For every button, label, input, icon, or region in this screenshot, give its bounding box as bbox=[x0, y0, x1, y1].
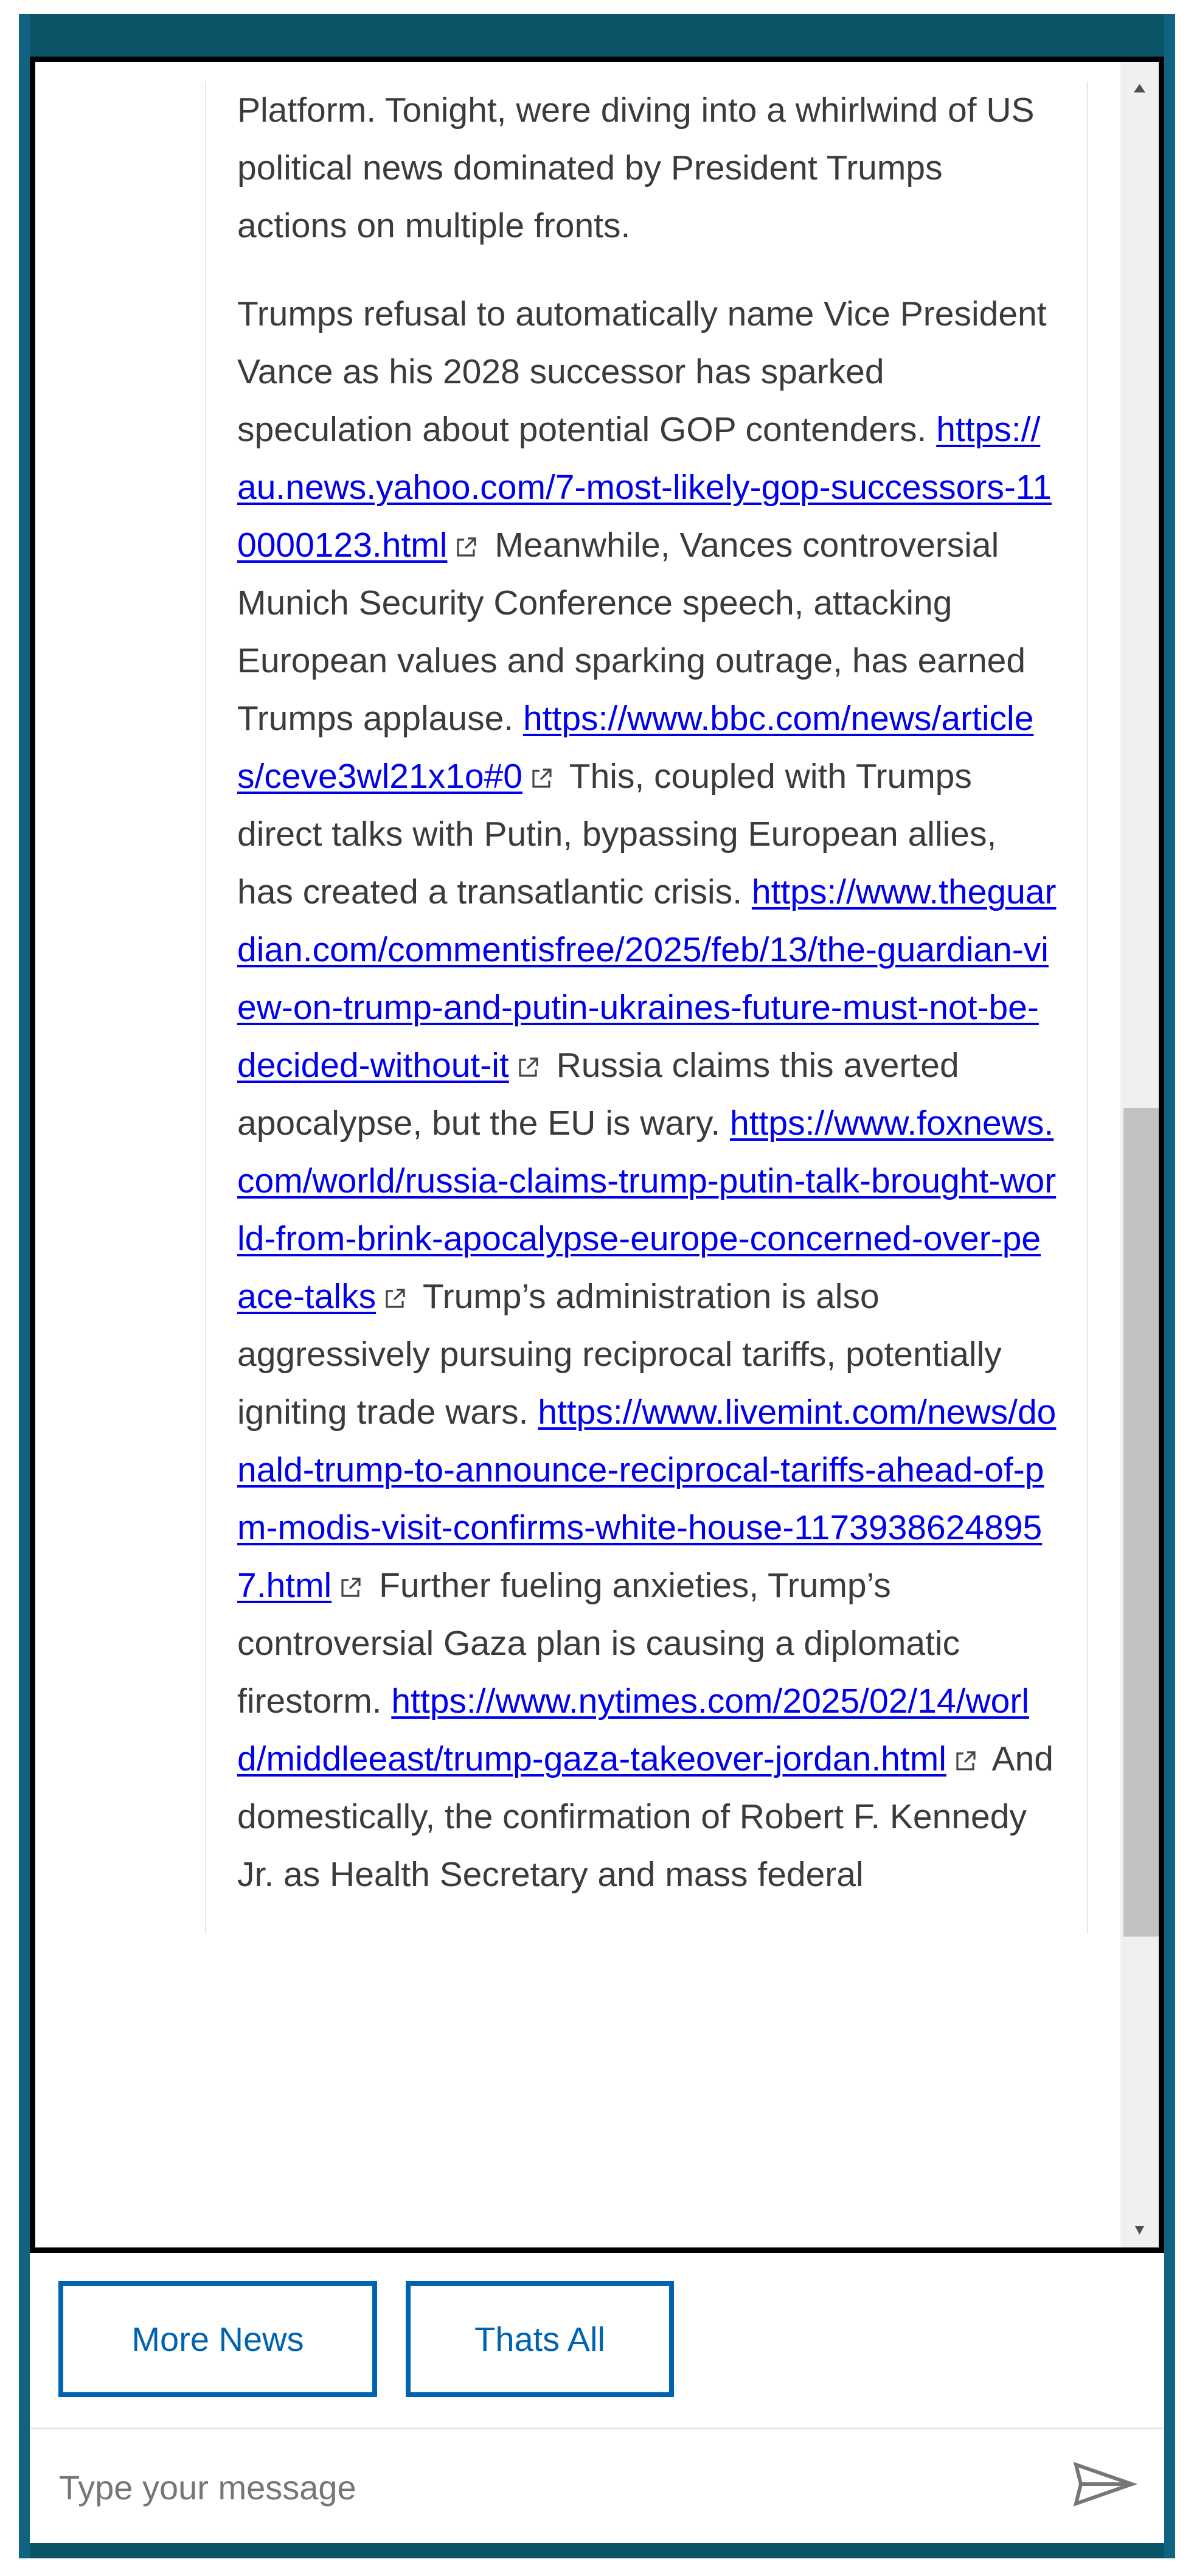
message-input[interactable] bbox=[59, 2454, 1032, 2521]
transcript-scrollbar[interactable] bbox=[1120, 62, 1159, 2247]
segment-text: And domestically, the confirmation of Robert F. Kennedy Jr. as Health Secretary and mass federal bbox=[237, 1739, 1053, 1894]
message-body bbox=[237, 285, 1058, 1904]
scrollbar-thumb[interactable] bbox=[1123, 1108, 1159, 1937]
external-link-icon bbox=[339, 1575, 363, 1600]
news-link-livemint[interactable]: https://www.livemint.com/news/donald-trump-to-announce-reciprocal-tariffs-ahead-of-pm-modis-visit-confirms-white-house-11739386248957.html bbox=[237, 1393, 1057, 1605]
transcript bbox=[35, 62, 1120, 2247]
external-link-icon bbox=[530, 766, 554, 790]
segment-text: Russia claims this averted apocalypse, but the EU is wary. bbox=[237, 1046, 959, 1143]
thats-all-button[interactable]: Thats All bbox=[406, 2281, 674, 2397]
news-link-bbc[interactable]: https://www.bbc.com/news/articles/ceve3wl21x1o#0 bbox=[237, 699, 1034, 796]
frame-edge-right bbox=[1164, 14, 1175, 2558]
news-link-foxnews[interactable]: https://www.foxnews.com/world/russia-claims-trump-putin-talk-brought-world-from-brink-apocalypse-europe-concerned-over-peace-talks bbox=[237, 1104, 1057, 1316]
news-link-nytimes[interactable]: https://www.nytimes.com/2025/02/14/world/middleeast/trump-gaza-takeover-jordan.html bbox=[237, 1682, 1029, 1778]
segment-text: Trumps refusal to automatically name Vice President Vance as his 2028 successor has sparked speculation about potential GOP contenders. bbox=[237, 294, 1047, 449]
news-link-guardian[interactable]: https://www.theguardian.com/commentisfree/2025/feb/13/the-guardian-view-on-trump-and-putin-ukraines-future-must-not-be-decided-without-it bbox=[237, 872, 1057, 1085]
segment-text: Trump’s administration is also aggressively pursuing reciprocal tariffs, potentially igniting trade wars. bbox=[237, 1277, 1002, 1432]
news-link-yahoo[interactable]: https://au.news.yahoo.com/7-most-likely-gop-successors-110000123.html bbox=[237, 410, 1052, 565]
chat-header bbox=[30, 14, 1164, 57]
external-link-icon bbox=[516, 1055, 541, 1079]
segment-text: This, coupled with Trumps direct talks with Putin, bypassing European allies, has created a transatlantic crisis. bbox=[237, 757, 997, 911]
scroll-down-arrow-icon[interactable] bbox=[1120, 2219, 1159, 2243]
scroll-up-arrow-icon[interactable] bbox=[1120, 74, 1159, 99]
external-link-icon bbox=[383, 1286, 408, 1311]
segment-text: Meanwhile, Vances controversial Munich Security Conference speech, attacking European values and sparking outrage, has earned Trumps applause. bbox=[237, 526, 1026, 738]
external-link-icon bbox=[454, 535, 479, 559]
send-icon[interactable] bbox=[1071, 2460, 1138, 2508]
send-box bbox=[30, 2429, 1164, 2543]
external-link-icon bbox=[954, 1749, 978, 1773]
bot-message-bubble bbox=[205, 82, 1088, 1934]
frame-edge-left bbox=[19, 14, 30, 2558]
suggested-actions bbox=[30, 2253, 1164, 2428]
segment-text: Further fueling anxieties, Trump’s controversial Gaza plan is causing a diplomatic firestorm. bbox=[237, 1566, 960, 1721]
more-news-button[interactable]: More News bbox=[58, 2281, 377, 2397]
chat-transcript-panel bbox=[30, 57, 1164, 2253]
message-intro: Platform. Tonight, were diving into a whirlwind of US political news dominated by President Trumps actions on multiple fronts. bbox=[237, 91, 1035, 245]
